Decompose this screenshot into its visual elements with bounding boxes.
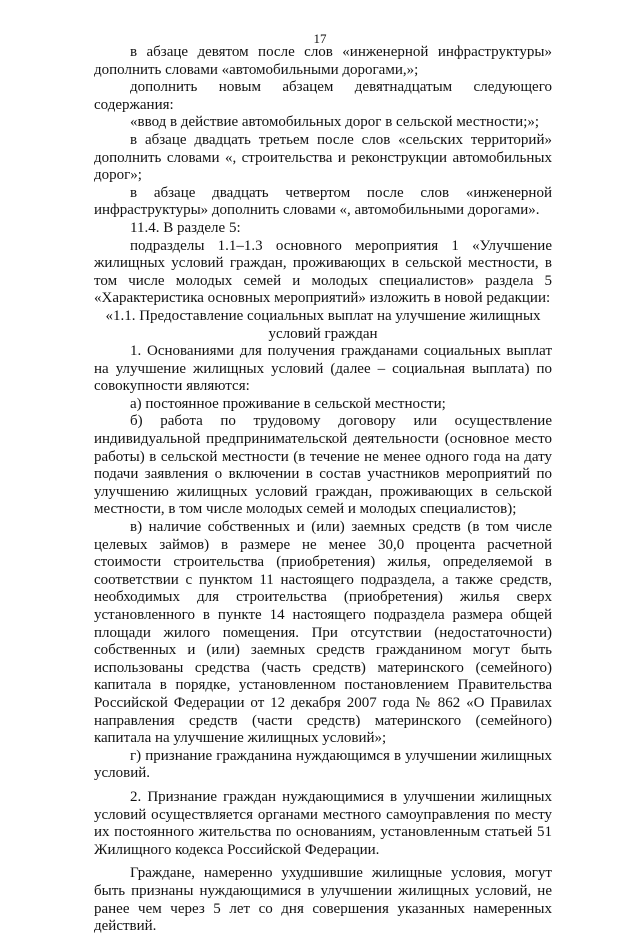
paragraph: г) признание гражданина нуждающимся в улучшении жилищных условий. (94, 747, 552, 782)
paragraph: а) постоянное проживание в сельской местности; (130, 395, 446, 412)
paragraph: дополнить новым абзацем девятнадцатым следующего содержания: (94, 79, 552, 113)
paragraph: в) наличие собственных и (или) заемных средств (в том числе целевых займов) в размере не менее 30,0 процента расчетной стоимости строительства (приобретения) жилья, определяемой в соответствии с пунктом 11 настоящего подраздела, а также средств, необходимых для строительства (приобретения) жилья сверх установленного в пункте 14 настоящего подраздела размера общей площади жилого помещения. При отсутствии (недостаточности) собственных и (или) заемных средств гражданином могут быть использованы средства (часть средств) материнского (семейного) капитала в порядке, установленном постановлением Правительства Российской Федерации от 12 декабря 2007 года № 862 «О Правилах направления средств (части средств) материнского (семейного) капитала на улучшение жилищных условий»; (94, 519, 552, 747)
paragraph: 2. Признание граждан нуждающимися в улучшении жилищных условий осуществляется органами местного самоуправления по месту их постоянного жительства по основаниям, установленным статьей 51 Жилищного кодекса Российской Федерации. (94, 788, 552, 858)
paragraph: подразделы 1.1–1.3 основного мероприятия 1 «Улучшение жилищных условий граждан, проживающих в сельской местности, в том числе молодых семей и молодых специалистов» раздела 5 «Характеристика основных мероприятий» изложить в новой редакции: (94, 237, 552, 307)
paragraph: в абзаце двадцать четвертом после слов «инженерной инфраструктуры» дополнить словами «, автомобильными дорогами». (94, 184, 552, 219)
paragraph: 1. Основаниями для получения гражданами социальных выплат на улучшение жилищных условий (далее – социальная выплата) по совокупности являются: (94, 343, 552, 395)
paragraph: 11.4. В разделе 5: (130, 219, 241, 236)
paragraph: б) работа по трудовому договору или осуществление индивидуальной предпринимательской деятельности (основное место работы) в сельской местности (в течение не менее одного года на дату подачи заявления о включении в состав участников мероприятий по улучшению жилищных условий граждан, проживающих в сельской местности, в том числе молодых семей и молодых специалистов); (94, 413, 552, 518)
paragraph: в абзаце двадцать третьем после слов «сельских территорий» дополнить словами «, строительства и реконструкции автомобильных дорог»; (94, 131, 552, 184)
document-body (94, 44, 552, 936)
paragraph: «ввод в действие автомобильных дорог в сельской местности;»; (130, 114, 540, 131)
page-number: 17 (313, 31, 327, 46)
section-heading: «1.1. Предоставление социальных выплат на улучшение жилищных условий граждан (105, 307, 541, 342)
paragraph: в абзаце девятом после слов «инженерной инфраструктуры» дополнить словами «автомобильными дорогами,»; (94, 44, 552, 78)
paragraph: Граждане, намеренно ухудшившие жилищные условия, могут быть признаны нуждающимися в улучшении жилищных условий, не ранее чем через 5 лет со дня совершения указанных намеренных действий. (94, 865, 552, 935)
